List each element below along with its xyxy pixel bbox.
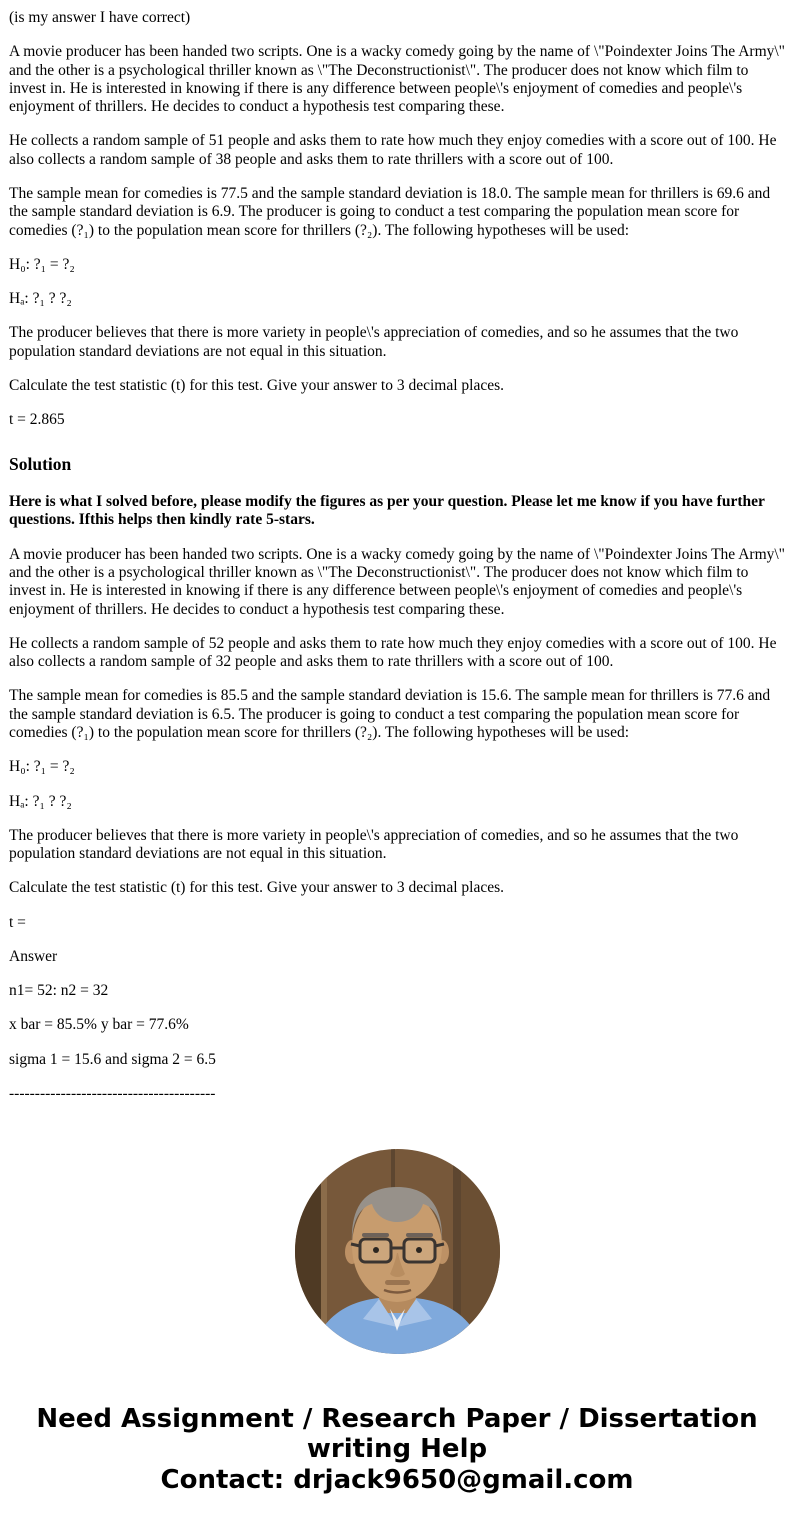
question-paragraph-task: Calculate the test statistic (t) for this test. Give your answer to 3 decimal places. (9, 376, 504, 394)
question-paragraph-samples: He collects a random sample of 51 people and asks them to rate how much they enjoy comedies with a score out of 100. He also collects a random sample of 38 people and asks them to rate thrillers with a score out of 100. (9, 132, 777, 168)
solution-t-blank: t = (9, 913, 26, 931)
answer-sigmas: sigma 1 = 15.6 and sigma 2 = 6.5 (9, 1050, 216, 1068)
avatar-container (9, 1149, 785, 1354)
answer-sample-sizes: n1= 52: n2 = 32 (9, 982, 109, 1000)
promo-footer-line-1: Need Assignment / Research Paper / Dissertation (36, 1404, 758, 1435)
question-alt-hypothesis: Hₐ: ?₁ ? ?₂ (9, 290, 72, 308)
question-null-hypothesis: H₀: ?₁ = ?₂ (9, 255, 75, 273)
solution-paragraph-statistics: The sample mean for comedies is 85.5 and the sample standard deviation is 15.6. The sample mean for thrillers is 77.6 and the sample standard deviation is 6.5. The producer is going to conduct a test comparing the population mean score for comedies (?₁) to the population mean score for thrillers (?₂). The following hypotheses will be used: (9, 687, 771, 741)
promo-footer-contact: Contact: drjack9650@gmail.com (160, 1464, 634, 1495)
solution-paragraph-task: Calculate the test statistic (t) for this test. Give your answer to 3 decimal places. (9, 879, 504, 897)
promo-footer (9, 1404, 785, 1524)
solution-heading: Solution (9, 453, 72, 474)
solution-intro-note: Here is what I solved before, please modify the figures as per your question. Please let me know if you have further questions. Ifthis helps then kindly rate 5-stars. (9, 493, 765, 529)
solution-paragraph-scenario: A movie producer has been handed two scripts. One is a wacky comedy going by the name of \"Poindexter Joins The Army\" and the other is a psychological thriller known as \"The Deconstructionist\". The producer does not know which film to invest in. He is interested in knowing if there is any difference between people\'s enjoyment of comedies and people\'s enjoyment of thrillers. He decides to conduct a hypothesis test comparing these. (9, 545, 786, 618)
solution-alt-hypothesis: Hₐ: ?₁ ? ?₂ (9, 792, 72, 810)
question-paragraph-scenario: A movie producer has been handed two scripts. One is a wacky comedy going by the name of \"Poindexter Joins The Army\" and the other is a psychological thriller known as \"The Deconstructionist\". The producer does not know which film to invest in. He is interested in knowing if there is any difference between people\'s enjoyment of comedies and people\'s enjoyment of thrillers. He decides to conduct a hypothesis test comparing these. (9, 43, 786, 116)
answer-means: x bar = 85.5% y bar = 77.6% (9, 1016, 189, 1034)
promo-footer-line-2: writing Help (306, 1434, 488, 1465)
solution-paragraph-samples: He collects a random sample of 52 people and asks them to rate how much they enjoy comedies with a score out of 100. He also collects a random sample of 32 people and asks them to rate thrillers with a score out of 100. (9, 634, 777, 671)
question-t-answer: t = 2.865 (9, 411, 65, 429)
question-paragraph-statistics: The sample mean for comedies is 77.5 and the sample standard deviation is 18.0. The sample mean for thrillers is 69.6 and the sample standard deviation is 6.9. The producer is going to conduct a test comparing the population mean score for comedies (?₁) to the population mean score for thrillers (?₂). The following hypotheses will be used: (9, 184, 771, 239)
solution-null-hypothesis: H₀: ?₁ = ?₂ (9, 758, 75, 776)
question-note: (is my answer I have correct) (9, 9, 191, 26)
solution-paragraph-assumption: The producer believes that there is more variety in people\'s appreciation of comedies, and so he assumes that the two population standard deviations are not equal in this situation. (9, 826, 739, 863)
answer-label: Answer (9, 947, 58, 965)
person-photo (295, 1149, 500, 1354)
dashed-divider: ---------------------------------------- (9, 1085, 216, 1103)
question-paragraph-assumption: The producer believes that there is more variety in people\'s appreciation of comedies, and so he assumes that the two population standard deviations are not equal in this situation. (9, 324, 739, 360)
